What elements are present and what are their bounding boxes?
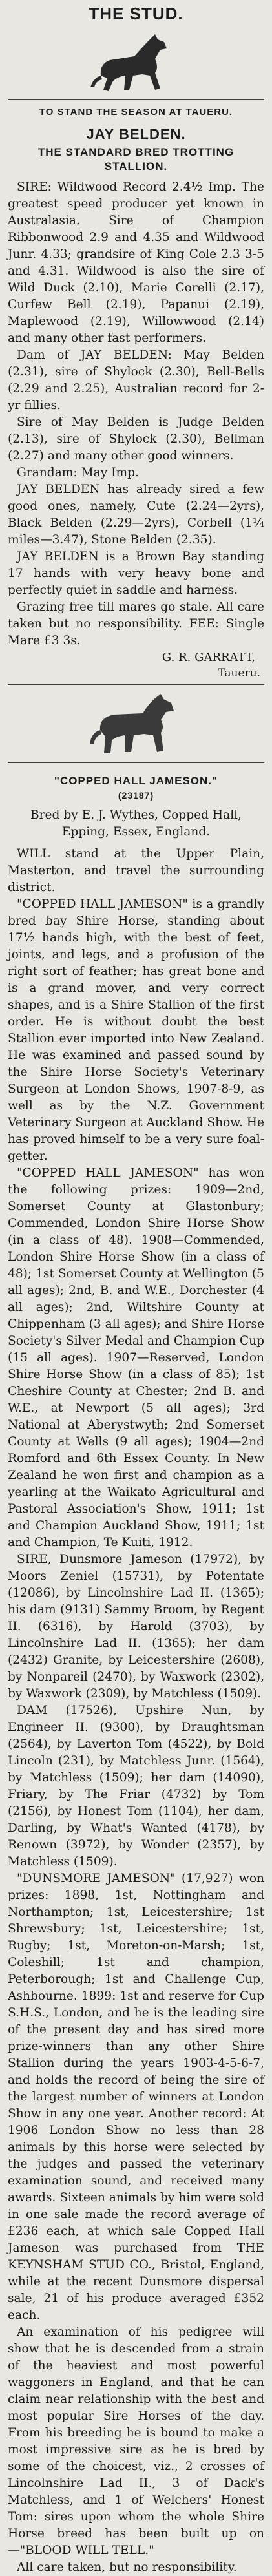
draught-horse-icon xyxy=(85,691,188,759)
signature: G. R. GARRATT, xyxy=(162,651,255,664)
signature-place: Taueru. xyxy=(218,667,260,680)
paragraph: SIRE: Wildwood Record 2.4½ Imp. The greatest speed producer yet known in Australasia. Sire of Champion Ribbonwood 2.9 and 4.35 and Wildwood Junr. 4.33; grandsire of King Cole 2.3 3-5 and 4.31. Wildwood is also the sire of Wild Duck (2.10), Marie Corelli (2.17), Curfew Bell (2.19), Papanui (2.19), Maplewood (2.19), Willowwood (2.14) and many other fast performers. xyxy=(8,180,264,345)
paragraph: "DUNSMORE JAMESON" (17,927) won prizes: 1898, 1st, Nottingham and Northampton; 1st, Leicestershire; 1st Shrewsbury; 1st, Leicestershire; 1st, Rugby; 1st, Moreton-on-Marsh; 1st, Coleshill; 1st and champion, Peterborough; 1st and Challenge Cup, Ashbourne. 1899: 1st and reserve for Cup S.H.S., London, and he is the leading sire of the present day and has sired more prize-winners than any other Shire Stallion during the years 1903-4-5-6-7, and holds the record of being the sire of the largest number of winners at London Show in any one year. Another record: At 1906 London Show no less than 28 animals by this horse were selected by the judges and passed the veterinary examination sound, and received many awards. Sixteen animals by him were sold in one sale made the record average of £236 each, at which sale Copped Hall Jameson was purchased from THE KEYNSHAM STUD CO., Bristol, England, while at the recent Dunsmore dispersal sale, 21 of his produce averaged £352 each. xyxy=(8,1872,264,2322)
paragraph: Grazing free till mares go stale. All care taken but no responsibility. FEE: Single Mare £3 3s. xyxy=(8,600,264,647)
paragraph: Sire of May Belden is Judge Belden (2.13), sire of Shylock (2.30), Bellman (2.27) and many other good winners. xyxy=(8,415,264,463)
paragraph: An examination of his pedigree will show that he is descended from a strain of the heaviest and most powerful waggoners in England, and that he can claim near relationship with the best and most popular Sire Horses of the day. From his breeding he is bound to make a most impressive sire as he is bred by some of the choicest, viz., 2 crosses of Lincolnshire Lad II., 3 of Dack's Matchless, and 1 of Welchers' Honest Tom: sires upon whom the whole Shire Horse breed has been built up on—"BLOOD WILL TELL." xyxy=(8,2325,264,2557)
paragraph: "COPPED HALL JAMESON" has won the following prizes: 1909—2nd, Somerset County at Glastonbury; Commended, London Shire Horse Show (in a class of 48). 1908—Commended, London Shire Horse Show (in a class of 48); 1st Somerset County at Wellington (5 all ages); 2nd, B. and W.E., Dorchester (4 all ages); 2nd, Wiltshire County at Chippenham (3 all ages); and Shire Horse Society's Silver Medal and Champion Cup (15 all ages). 1907—Reserved, London Shire Horse Show (in a class of 85); 1st Cheshire County at Chester; 2nd B. and W.E., at Newport (5 all ages); 3rd National at Aberystwyth; 2nd Somerset County at Wells (9 all ages); 1904—2nd Romford and 6th Essex County. In New Zealand he won first and champion as a yearling at the Waikato Agricultural and Pastoral Association's Show, 1911; 1st and Champion Auckland Show, 1911; 1st and Champion, Te Kuiti, 1912. xyxy=(8,1166,264,1549)
divider xyxy=(8,762,264,763)
trotting-horse-icon xyxy=(88,30,185,95)
jay-belden-body xyxy=(8,179,264,680)
section-title: THE STUD. xyxy=(89,4,183,23)
copped-hall-body xyxy=(8,846,264,2576)
stand-line: TO STAND THE SEASON AT TAUERU. xyxy=(39,107,233,118)
paragraph: Grandam: May Imp. xyxy=(17,466,139,479)
divider xyxy=(8,99,264,100)
copped-hall-name: "COPPED HALL JAMESON." xyxy=(54,775,218,787)
paragraph: DAM (17526), Upshire Nun, by Engineer II. (9300), by Draughtsman (2564), by Laverton Tom (4522), by Bold Lincoln (231), by Matchless Junr. (1564), by Matchless (1509); her dam (14090), Friary, by The Friar (4732) by Tom (2156), by Honest Tom (1104), her dam, Darling, by What's Wanted (4178), by Renown (3972), by Wonder (2357), by Matchless (1509). xyxy=(8,1704,264,1869)
paragraph: SIRE, Dunsmore Jameson (17972), by Moors Zeniel (15731), by Potentate (12086), by Lincolnshire Lad II. (1365); his dam (9131) Sammy Broom, by Regent II. (6316), by Harold (3703), by Lincolnshire Lad II. (1365); her dam (2432) Granite, by Leicestershire (2608), by Nonpareil (2470), by Waxwork (2302), by Waxwork (2309), by Matchless (1509). xyxy=(8,1553,264,1701)
jay-belden-name: JAY BELDEN. xyxy=(86,126,186,142)
paragraph: Dam of JAY BELDEN: May Belden (2.31), sire of Shylock (2.30), Bell-Bells (2.29 and 2.25), Australian record for 2-yr fillies. xyxy=(8,348,264,412)
divider xyxy=(8,684,264,685)
bred-line: Bred by E. J. Wythes, Copped Hall, Epping, Essex, England. xyxy=(30,808,242,839)
paragraph: JAY BELDEN has already sired a few good ones, namely, Cute (2.24—2yrs), Black Belden (2.29—2yrs), Corbell (1¼ miles—3.47), Stone Belden (2.35). xyxy=(8,483,264,547)
paragraph: JAY BELDEN is a Brown Bay standing 17 hands with very heavy bone and perfectly quiet in saddle and harness. xyxy=(8,550,264,597)
paragraph: All care taken, but no responsibility. xyxy=(17,2560,237,2574)
paragraph: WILL stand at the Upper Plain, Masterton, and travel the surrounding district. xyxy=(8,847,264,894)
copped-hall-number: (23187) xyxy=(118,790,154,801)
paragraph: "COPPED HALL JAMESON" is a grandly bred bay Shire Horse, standing about 17½ hands high, with the best of feet, joints, and legs, and a profusion of the right sort of feather; has great bone and is a grand mover, and very correct shapes, and is a Shire Stallion of the first order. He is without doubt the best Stallion ever imported into New Zealand. He was examined and passed sound by the Shire Horse Society's Veterinary Surgeon at London Shows, 1907-8-9, as well as by the N.Z. Government Veterinary Surgeon at Auckland Show. He has proved himself to be a very sure foal-getter. xyxy=(8,897,265,1163)
breed-line: THE STANDARD BRED TROTTING STALLION. xyxy=(37,146,235,173)
